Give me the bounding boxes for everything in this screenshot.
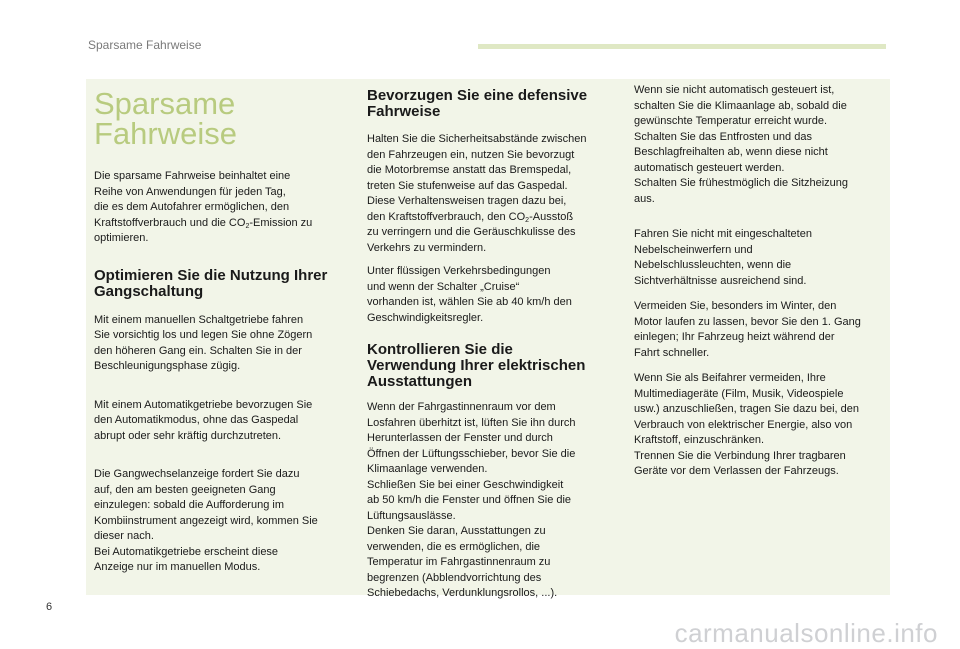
text-line: schalten Sie die Klimaanlage ab, sobald die bbox=[634, 99, 847, 112]
text-line: aus. bbox=[634, 192, 655, 205]
paragraph-manual-gearbox bbox=[94, 313, 350, 375]
text-line: Anzeige nur im manuellen Modus. bbox=[94, 561, 261, 573]
text-line-co2 bbox=[94, 216, 350, 232]
paragraph-fog-lights bbox=[634, 227, 886, 289]
text-line: abrupt oder sehr kräftig durchzutreten. bbox=[94, 429, 282, 442]
text-line: Diese Verhaltensweisen tragen dazu bei, bbox=[367, 195, 567, 207]
text-line: vorhanden ist, wählen Sie ab 40 km/h den bbox=[367, 296, 572, 308]
text-line: Lüftungsauslässe. bbox=[367, 509, 456, 522]
text-line: Schiebedachs, Verdunklungsrollos, ...). bbox=[367, 587, 558, 599]
text-line: Die Gangwechselanzeige fordert Sie dazu bbox=[94, 468, 300, 480]
text-line: Wenn der Fahrgastinnenraum vor dem bbox=[367, 401, 556, 413]
text-line: Verbrauch von elektrischer Energie, also von bbox=[634, 418, 853, 431]
text-line: Schalten Sie frühestmöglich die Sitzheizung bbox=[634, 177, 849, 189]
column-3 bbox=[634, 79, 886, 480]
text-line: Bei Automatikgetriebe erscheint diese bbox=[94, 545, 279, 558]
co2-prefix: den Kraftstoffverbrauch, den CO bbox=[367, 210, 526, 223]
co2-suffix: -Emission zu bbox=[249, 216, 313, 229]
text-line: Kombiinstrument angezeigt wird, kommen Sie bbox=[94, 514, 318, 527]
heading-electrical-equipment bbox=[367, 342, 627, 390]
section-header-label: Sparsame Fahrweise bbox=[88, 38, 202, 52]
text-line: Beschleunigungsphase zügig. bbox=[94, 360, 241, 372]
text-line: Wenn sie nicht automatisch gesteuert ist, bbox=[634, 84, 835, 96]
heading-line: Ausstattungen bbox=[367, 373, 472, 390]
text-line: Verkehrs zu vermindern. bbox=[367, 241, 487, 254]
text-line: treten Sie stufenweise auf das Gaspedal. bbox=[367, 179, 568, 192]
text-line: Kraftstoff, einzuschränken. bbox=[634, 434, 765, 446]
text-line: Motor laufen zu lassen, bevor Sie den 1. Gang bbox=[634, 315, 861, 328]
text-line: Vermeiden Sie, besonders im Winter, den bbox=[634, 300, 837, 312]
text-line: Schließen Sie bei einer Geschwindigkeit bbox=[367, 478, 564, 491]
page-title-line: Sparsame bbox=[94, 86, 236, 121]
heading-line: Gangschaltung bbox=[94, 282, 204, 300]
text-line: Temperatur im Fahrgastinnenraum zu bbox=[367, 556, 551, 568]
co2-subscript: 2 bbox=[525, 216, 530, 224]
text-line: Halten Sie die Sicherheitsabstände zwischen bbox=[367, 133, 587, 145]
text-line: einzulegen: sobald die Aufforderung im bbox=[94, 499, 284, 511]
heading-line: Kontrollieren Sie die bbox=[367, 341, 513, 358]
page-number: 6 bbox=[46, 601, 53, 613]
paragraph-multimedia-devices bbox=[634, 371, 886, 480]
heading-line: Verwendung Ihrer elektrischen bbox=[367, 357, 586, 374]
heading-line: Optimieren Sie die Nutzung Ihrer bbox=[94, 266, 328, 284]
text-line: Nebelschlussleuchten, wenn die bbox=[634, 259, 792, 271]
text-line: Denken Sie daran, Ausstattungen zu bbox=[367, 525, 546, 537]
text-line: Fahrt schneller. bbox=[634, 346, 710, 359]
text-line: auf, den am besten geeigneten Gang bbox=[94, 483, 276, 496]
text-line: Sichtverhältnisse ausreichend sind. bbox=[634, 274, 807, 287]
co2-suffix: -Ausstoß bbox=[529, 210, 574, 223]
text-line: die Motorbremse anstatt das Bremspedal, bbox=[367, 164, 572, 176]
text-line: automatisch gesteuert werden. bbox=[634, 161, 785, 174]
text-line: Sie vorsichtig los und legen Sie ohne Zögern bbox=[94, 329, 313, 341]
text-line: Herunterlassen der Fenster und durch bbox=[367, 432, 553, 444]
text-line: Öffnen der Lüftungsschieber, bevor Sie die bbox=[367, 447, 576, 460]
text-line: Schalten Sie das Entfrosten und das bbox=[634, 130, 812, 143]
text-line: einlegen; Ihr Fahrzeug heizt während der bbox=[634, 331, 835, 343]
paragraph-automatic-gearbox bbox=[94, 398, 350, 445]
text-line: Die sparsame Fahrweise beinhaltet eine bbox=[94, 170, 291, 182]
text-line: den höheren Gang ein. Schalten Sie in der bbox=[94, 344, 302, 357]
paragraph-safety-distance bbox=[367, 132, 627, 256]
text-line: Geräte vor dem Verlassen der Fahrzeugs. bbox=[634, 465, 839, 477]
text-line: Reihe von Anwendungen für jeden Tag, bbox=[94, 185, 286, 198]
heading-line: Bevorzugen Sie eine defensive bbox=[367, 87, 588, 104]
intro-paragraph bbox=[94, 169, 350, 247]
column-2 bbox=[367, 79, 627, 602]
text-line: begrenzen (Abblendvorrichtung des bbox=[367, 571, 542, 584]
paragraph-engine-idle bbox=[634, 299, 886, 361]
text-line: Unter flüssigen Verkehrsbedingungen bbox=[367, 265, 551, 277]
text-line: zu verringern und die Geräuschkulisse des bbox=[367, 226, 576, 238]
text-line: Wenn Sie als Beifahrer vermeiden, Ihre bbox=[634, 372, 826, 384]
text-line: dieser nach. bbox=[94, 530, 154, 542]
heading-gear-usage bbox=[94, 268, 350, 300]
paragraph-cabin-ventilation bbox=[367, 400, 627, 602]
text-line: Trennen Sie die Verbindung Ihrer tragbaren bbox=[634, 449, 846, 462]
paragraph-gear-indicator bbox=[94, 467, 350, 576]
text-line: Klimaanlage verwenden. bbox=[367, 463, 488, 475]
text-line: verwenden, die es ermöglichen, die bbox=[367, 540, 541, 553]
text-line: optimieren. bbox=[94, 232, 149, 244]
co2-prefix: Kraftstoffverbrauch und die CO bbox=[94, 216, 246, 229]
text-line: Mit einem Automatikgetriebe bevorzugen Sie bbox=[94, 398, 313, 411]
header-accent-bar bbox=[478, 44, 886, 49]
text-line: Fahren Sie nicht mit eingeschalteten bbox=[634, 228, 812, 240]
text-line: Nebelscheinwerfern und bbox=[634, 243, 753, 256]
text-line: gewünschte Temperatur erreicht wurde. bbox=[634, 115, 828, 127]
text-line: Geschwindigkeitsregler. bbox=[367, 311, 484, 324]
text-line: ab 50 km/h die Fenster und öffnen Sie die bbox=[367, 494, 572, 506]
heading-line: Fahrweise bbox=[367, 103, 441, 120]
co2-subscript: 2 bbox=[245, 222, 250, 230]
text-line: Multimediageräte (Film, Musik, Videospiele bbox=[634, 387, 844, 400]
text-line: den Fahrzeugen ein, nutzen Sie bevorzugt bbox=[367, 148, 575, 161]
text-line: die es dem Autofahrer ermöglichen, den bbox=[94, 201, 290, 213]
text-line: Mit einem manuellen Schaltgetriebe fahren bbox=[94, 313, 304, 326]
text-line: den Automatikmodus, ohne das Gaspedal bbox=[94, 414, 299, 426]
column-1 bbox=[94, 79, 350, 576]
page-title bbox=[94, 86, 350, 151]
text-line: Beschlagfreihalten ab, wenn diese nicht bbox=[634, 146, 828, 158]
watermark: carmanualsonline.info bbox=[674, 618, 938, 648]
text-line: Losfahren überhitzt ist, lüften Sie ihn durch bbox=[367, 416, 576, 429]
text-line-co2 bbox=[367, 210, 627, 226]
content-panel bbox=[86, 79, 890, 599]
paragraph-air-conditioning bbox=[634, 83, 886, 207]
text-line: usw.) anzuschließen, tragen Sie dazu bei, den bbox=[634, 403, 860, 415]
page-title-line: Fahrweise bbox=[94, 116, 237, 151]
heading-defensive-driving bbox=[367, 88, 627, 120]
paragraph-cruise-control bbox=[367, 264, 627, 326]
text-line: und wenn der Schalter „Cruise“ bbox=[367, 280, 520, 293]
